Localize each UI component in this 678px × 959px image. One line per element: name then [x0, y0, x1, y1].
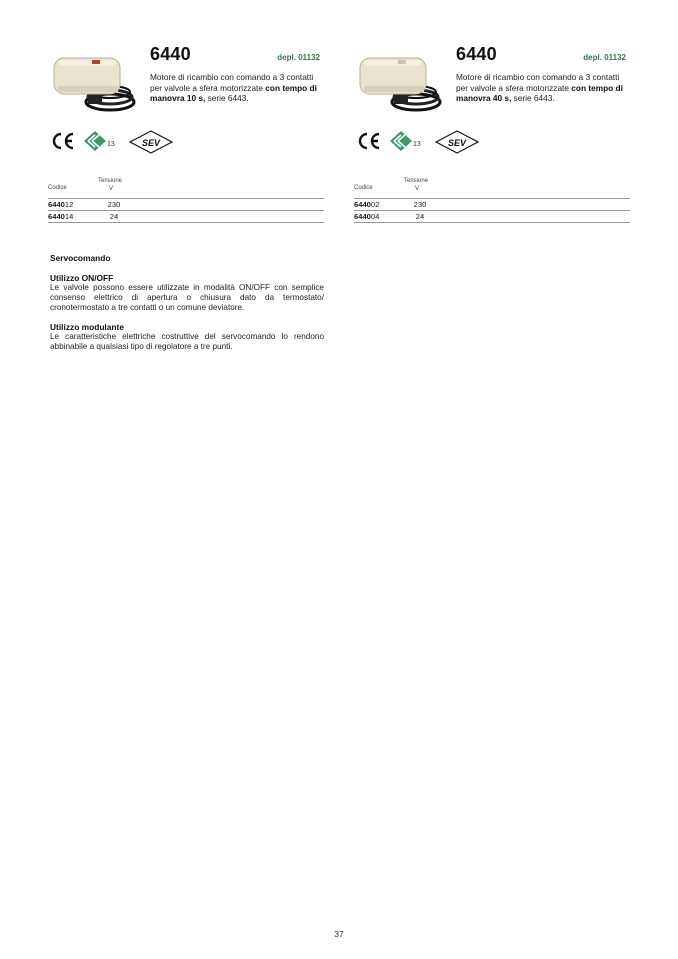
sev-label: SEV [141, 138, 161, 148]
table-row [354, 198, 630, 210]
description-bold: con tempo di manovra 10 s, [150, 82, 317, 103]
header-volt-unit: V [109, 186, 114, 192]
certification-marks [354, 130, 494, 156]
ce-mark-icon [356, 132, 382, 150]
imq-mark-icon [82, 130, 118, 152]
description-bold: con tempo di manovra 40 s, [456, 82, 623, 103]
row-voltage: 230 [107, 200, 121, 209]
row-code: 644014 [48, 212, 74, 221]
row-code: 644002 [354, 200, 380, 209]
section-title: Servocomando [50, 253, 111, 263]
motor-product-image [358, 50, 444, 112]
modulante-heading: Utilizzo modulante [50, 322, 124, 332]
motor-product-image [52, 50, 138, 112]
page-number: 37 [334, 929, 344, 939]
header-tensione: Tensione [98, 178, 123, 184]
sev-mark-icon [434, 130, 480, 154]
onoff-paragraph: Le valvole possono essere utilizzate in modalità ON/OFF con semplice consenso elettrico di apertura o chiusura dato da termostato/ cronotermostato a tre contatti o un comune deviatore. [50, 283, 324, 312]
sev-label: SEV [447, 138, 467, 148]
product-code-title: 6440 [456, 44, 497, 64]
table-row [48, 210, 324, 223]
imq-number: 13 [107, 141, 115, 148]
onoff-heading: Utilizzo ON/OFF [50, 273, 114, 283]
row-code: 644004 [354, 212, 380, 221]
imq-number: 13 [413, 141, 421, 148]
table-row [354, 210, 630, 223]
modulante-paragraph: Le caratteristiche elettriche costruttive del servocomando lo rendono abbinabile a qualsiasi tipo di regolatore a tre punti. [50, 332, 324, 351]
product-description [456, 72, 632, 104]
row-voltage: 24 [415, 212, 425, 221]
row-voltage: 230 [413, 200, 427, 209]
depl-reference: depl. 01132 [277, 53, 320, 62]
sev-mark-icon [128, 130, 174, 154]
imq-mark-icon [388, 130, 424, 152]
certification-marks [48, 130, 188, 156]
product-description [150, 72, 326, 104]
description-tail: serie 6443. [205, 93, 249, 103]
description-text: Motore di ricambio con comando a 3 contatti per valvole a sfera motorizzate [150, 72, 314, 93]
product-code-title: 6440 [150, 44, 191, 64]
description-tail: serie 6443. [511, 93, 555, 103]
row-voltage: 24 [109, 212, 119, 221]
depl-reference: depl. 01132 [583, 53, 626, 62]
table-row [48, 198, 324, 210]
row-code: 644012 [48, 200, 74, 209]
ce-mark-icon [50, 132, 76, 150]
header-volt-unit: V [415, 186, 420, 192]
header-codice: Codice [48, 185, 67, 191]
description-text: Motore di ricambio con comando a 3 contatti per valvole a sfera motorizzate [456, 72, 620, 93]
servocomando-section [50, 253, 324, 361]
header-tensione: Tensione [404, 178, 429, 184]
header-codice: Codice [354, 185, 373, 191]
